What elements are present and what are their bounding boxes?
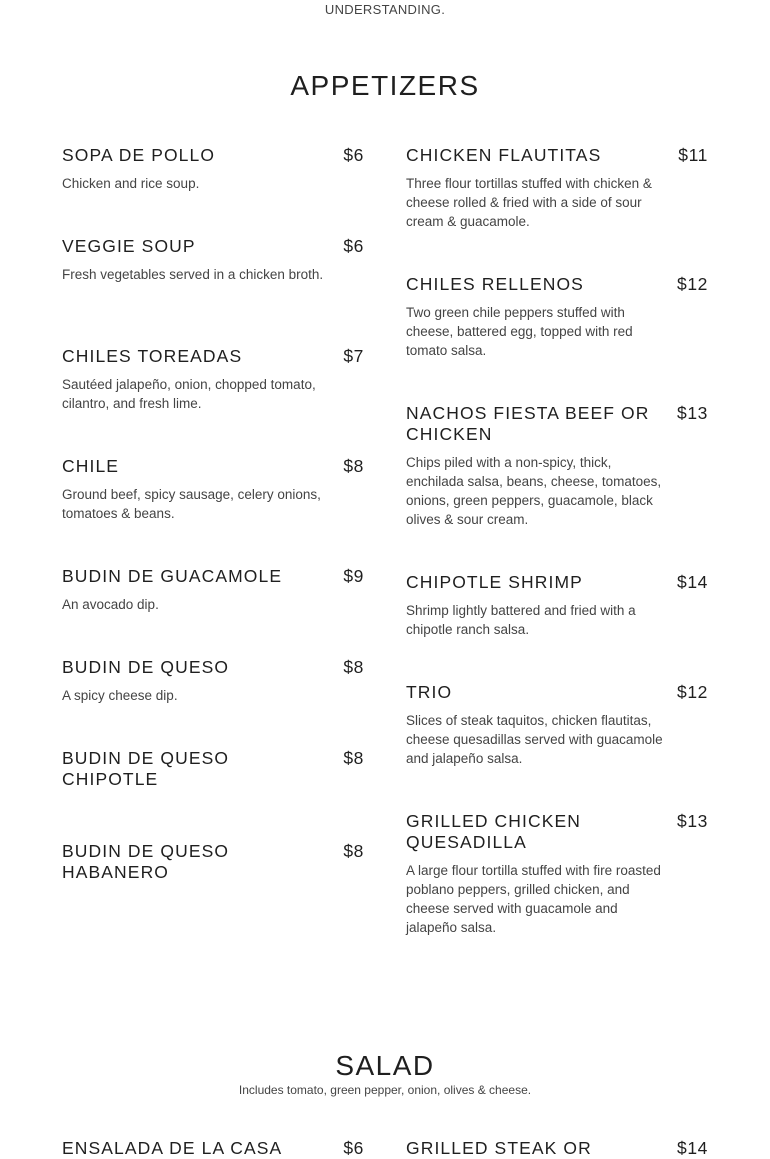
menu-item xyxy=(62,841,364,883)
item-price: $8 xyxy=(343,657,364,677)
item-description: An avocado dip. xyxy=(62,597,159,612)
menu-item xyxy=(62,748,364,790)
item-price: $6 xyxy=(343,145,364,165)
menu-item xyxy=(406,572,708,639)
menu-item xyxy=(406,682,708,768)
item-price: $14 xyxy=(677,572,708,592)
item-description: Sautéed jalapeño, onion, chopped tomato, cilantro, and fresh lime. xyxy=(62,377,316,411)
item-name: GRILLED STEAK OR xyxy=(406,1138,592,1158)
item-name: BUDIN DE QUESO CHIPOTLE xyxy=(62,748,230,789)
item-name: ENSALADA DE LA CASA xyxy=(62,1138,283,1158)
menu-item xyxy=(406,811,708,937)
item-name: CHILE xyxy=(62,456,120,476)
menu-item xyxy=(406,145,708,231)
item-name: BUDIN DE QUESO xyxy=(62,657,230,677)
menu-item xyxy=(62,236,364,284)
menu-item xyxy=(62,566,364,614)
item-description: Chips piled with a non-spicy, thick, enchilada salsa, beans, cheese, tomatoes, onions, green peppers, guacamole, black olives & sour cream. xyxy=(406,455,662,527)
salad-title: SALAD xyxy=(335,1050,435,1081)
item-price: $6 xyxy=(343,236,364,256)
item-price: $9 xyxy=(343,566,364,586)
item-description: Two green chile peppers stuffed with cheese, battered egg, topped with red tomato salsa. xyxy=(406,305,633,358)
item-name: GRILLED CHICKEN QUESADILLA xyxy=(406,811,582,852)
item-description: Shrimp lightly battered and fried with a chipotle ranch salsa. xyxy=(406,603,636,637)
appetizers-title: APPETIZERS xyxy=(290,70,480,101)
item-price: $8 xyxy=(343,456,364,476)
item-price: $8 xyxy=(343,841,364,861)
item-name: CHILES TOREADAS xyxy=(62,346,243,366)
item-name: CHILES RELLENOS xyxy=(406,274,584,294)
item-description: A large flour tortilla stuffed with fire roasted poblano peppers, grilled chicken, and cheese served with guacamole and jalapeño salsa. xyxy=(406,863,661,935)
item-price: $11 xyxy=(678,145,708,165)
item-price: $8 xyxy=(343,748,364,768)
item-description: Ground beef, spicy sausage, celery onions, tomatoes & beans. xyxy=(62,487,321,521)
menu-item xyxy=(62,145,364,193)
item-price: $13 xyxy=(677,403,708,423)
item-price: $6 xyxy=(343,1138,364,1158)
item-name: CHIPOTLE SHRIMP xyxy=(406,572,583,592)
item-price: $7 xyxy=(343,346,364,366)
item-name: CHICKEN FLAUTITAS xyxy=(406,145,602,165)
item-name: TRIO xyxy=(406,682,453,702)
item-description: Chicken and rice soup. xyxy=(62,176,200,191)
menu-item xyxy=(62,657,364,705)
item-name: BUDIN DE QUESO HABANERO xyxy=(62,841,230,882)
item-price: $12 xyxy=(677,682,708,702)
item-description: Fresh vegetables served in a chicken broth. xyxy=(62,267,324,282)
item-description: Three flour tortillas stuffed with chicken & cheese rolled & fried with a side of sour cream & guacamole. xyxy=(406,176,652,229)
item-name: SOPA DE POLLO xyxy=(62,145,216,165)
menu-item xyxy=(406,403,708,529)
item-price: $14 xyxy=(677,1138,708,1158)
item-price: $12 xyxy=(677,274,708,294)
menu-item xyxy=(406,274,708,360)
item-description: A spicy cheese dip. xyxy=(62,688,178,703)
salad-subtitle: Includes tomato, green pepper, onion, olives & cheese. xyxy=(238,1083,532,1097)
menu-item xyxy=(62,456,364,523)
intro-text-tail: UNDERSTANDING. xyxy=(324,2,446,17)
item-description: Slices of steak taquitos, chicken flautitas, cheese quesadillas served with guacamole and jalapeño salsa. xyxy=(406,713,663,766)
menu-item xyxy=(62,346,364,413)
item-name: BUDIN DE GUACAMOLE xyxy=(62,566,283,586)
item-name: NACHOS FIESTA BEEF OR CHICKEN xyxy=(406,403,650,444)
item-name: VEGGIE SOUP xyxy=(62,236,196,256)
item-price: $13 xyxy=(677,811,708,831)
